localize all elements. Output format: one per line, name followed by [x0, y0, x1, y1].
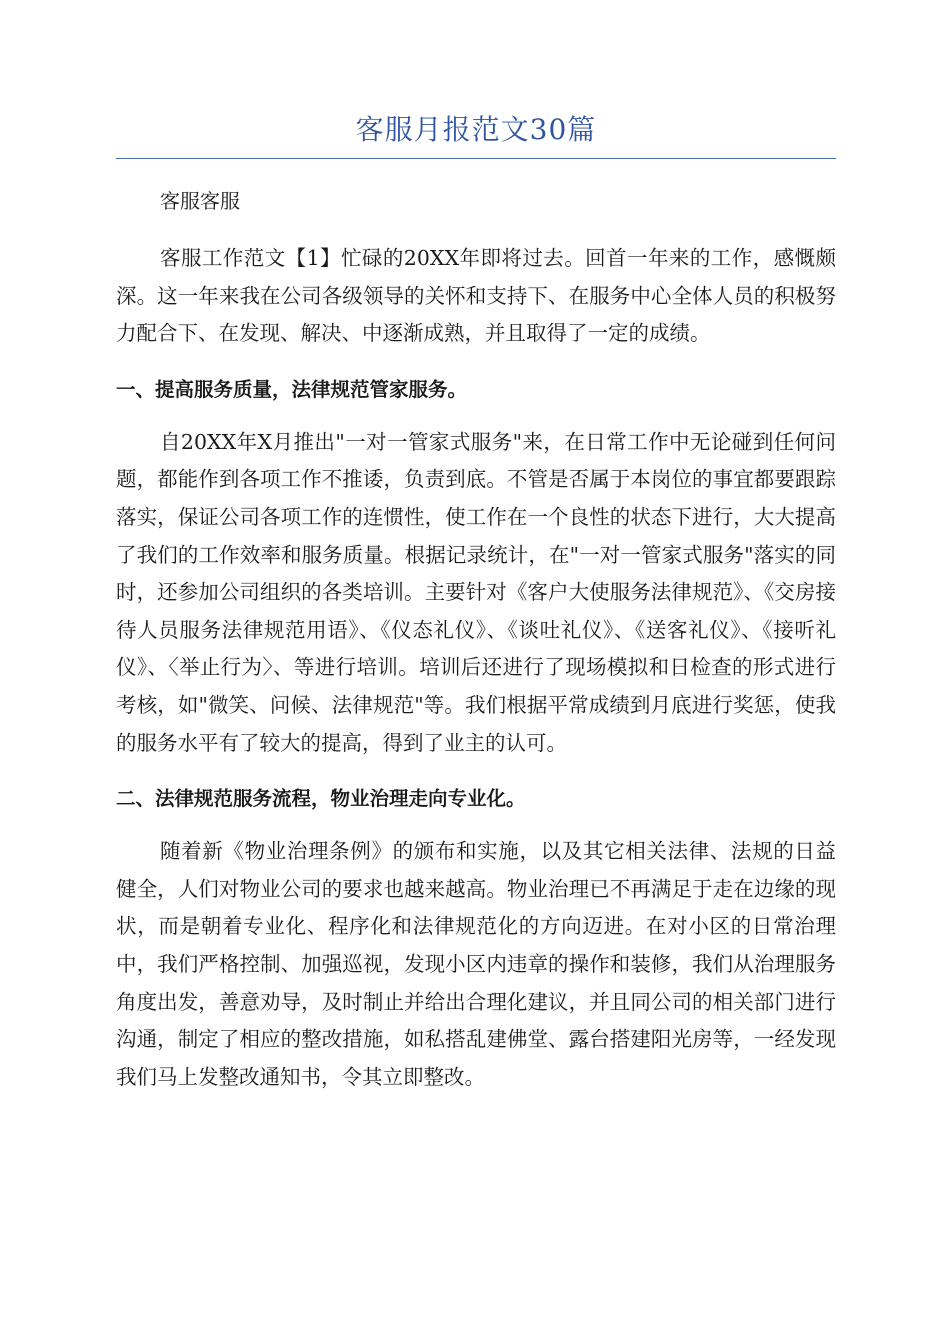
document-subtitle: 客服客服 — [160, 189, 240, 213]
document-page — [116, 108, 836, 1096]
section-2-paragraph: 随着新《物业治理条例》的颁布和实施，以及其它相关法律、法规的日益健全，人们对物业公司的要求也越来越高。物业治理已不再满足于走在边缘的现状，而是朝着专业化、程序化和法律规范化的方向迈进。在对小区的日常治理中，我们严格控制、加强巡视，发现小区内违章的操作和装修，我们从治理服务角度出发，善意劝导，及时制止并给出合理化建议，并且同公司的相关部门进行沟通，制定了相应的整改措施，如私搭乱建佛堂、露台搭建阳光房等，一经发现我们马上发整改通知书，令其立即整改。 — [116, 839, 836, 1089]
section-1-paragraph: 自20XX年X月推出"一对一管家式服务"来，在日常工作中无论碰到任何问题，都能作到各项工作不推诿，负责到底。不管是否属于本岗位的事宜都要跟踪落实，保证公司各项工作的连惯性，使工作在一个良性的状态下进行，大大提高了我们的工作效率和服务质量。根据记录统计，在"一对一管家式服务"落实的同时，还参加公司组织的各类培训。主要针对《客户大使服务法律规范》、《交房接待人员服务法律规范用语》、《仪态礼仪》、《谈吐礼仪》、《送客礼仪》、《接听礼仪》、〈举止行为〉、等进行培训。培训后还进行了现场模拟和日检查的形式进行考核，如"微笑、问候、法律规范"等。我们根据平常成绩到月底进行奖惩，使我的服务水平有了较大的提高，得到了业主的认可。 — [116, 429, 836, 755]
section-heading-2: 二、法律规范服务流程，物业治理走向专业化。 — [116, 787, 526, 811]
section-heading-1: 一、提高服务质量，法律规范管家服务。 — [116, 377, 468, 401]
intro-paragraph: 客服工作范文【1】忙碌的20XX年即将过去。回首一年来的工作，感慨颇深。这一年来我在公司各级领导的关怀和支持下、在服务中心全体人员的积极努力配合下、在发现、解决、中逐渐成熟，并且取得了一定的成绩。 — [116, 246, 836, 346]
document-title: 客服月报范文30篇 — [116, 108, 836, 159]
